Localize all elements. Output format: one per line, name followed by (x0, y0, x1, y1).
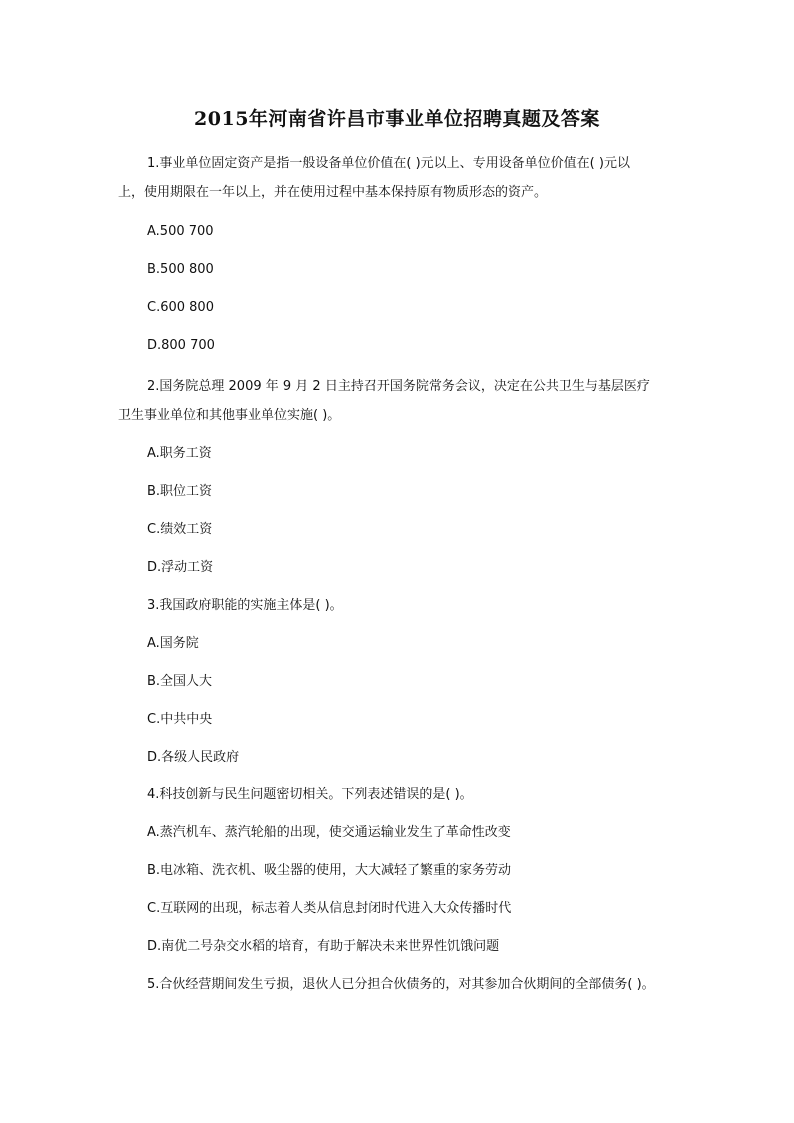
question-3-option-d: D.各级人民政府 (147, 750, 240, 765)
document-title: 2015年河南省许昌市事业单位招聘真题及答案 (194, 108, 600, 130)
question-1-option-c: C.600 800 (147, 300, 214, 315)
question-4-text: 4.科技创新与民生问题密切相关。下列表述错误的是( )。 (147, 787, 473, 802)
question-2-option-a: A.职务工资 (147, 446, 212, 461)
question-3-option-b: B.全国人大 (147, 674, 213, 689)
question-1-option-b: B.500 800 (147, 262, 214, 277)
question-5-text: 5.合伙经营期间发生亏损，退伙人已分担合伙债务的，对其参加合伙期间的全部债务( )。 (147, 977, 655, 992)
question-2-text-cont: 卫生事业单位和其他事业单位实施( )。 (118, 408, 341, 423)
question-2-option-b: B.职位工资 (147, 484, 213, 499)
question-4-option-c: C.互联网的出现，标志着人类从信息封闭时代进入大众传播时代 (147, 901, 512, 916)
question-1-text: 1.事业单位固定资产是指一般设备单位价值在( )元以上、专用设备单位价值在( )元以 (147, 156, 630, 171)
question-3-text: 3.我国政府职能的实施主体是( )。 (147, 598, 343, 613)
question-4-option-b: B.电冰箱、洗衣机、吸尘器的使用，大大减轻了繁重的家务劳动 (147, 863, 512, 878)
question-1-option-d: D.800 700 (147, 338, 215, 353)
question-4-option-d: D.南优二号杂交水稻的培育，有助于解决未来世界性饥饿问题 (147, 939, 500, 954)
question-2-option-c: C.绩效工资 (147, 522, 213, 537)
question-2-text: 2.国务院总理 2009 年 9 月 2 日主持召开国务院常务会议，决定在公共卫生与基层医疗 (147, 379, 650, 394)
question-2-option-d: D.浮动工资 (147, 560, 214, 575)
question-1-text-cont: 上，使用期限在一年以上，并在使用过程中基本保持原有物质形态的资产。 (118, 185, 548, 200)
question-1-option-a: A.500 700 (147, 224, 214, 239)
question-4-option-a: A.蒸汽机车、蒸汽轮船的出现，使交通运输业发生了革命性改变 (147, 825, 511, 840)
question-3-option-a: A.国务院 (147, 636, 199, 651)
question-3-option-c: C.中共中央 (147, 712, 213, 727)
